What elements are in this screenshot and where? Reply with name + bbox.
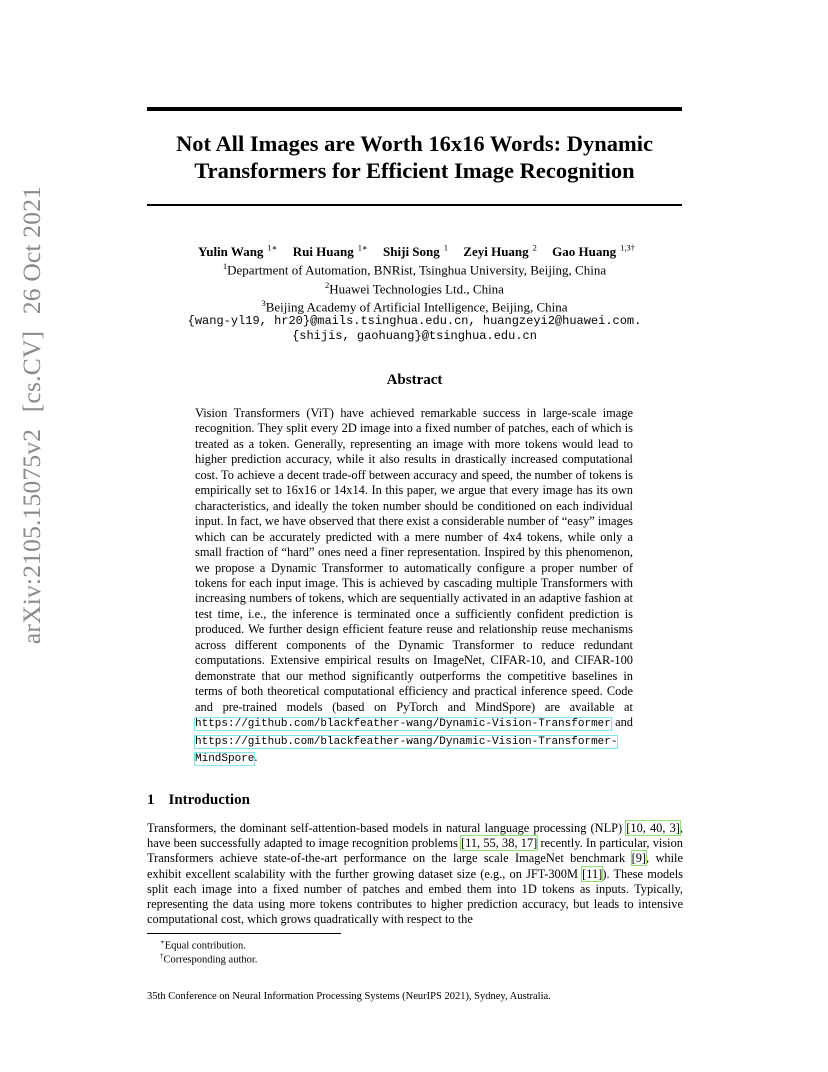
abstract-body: Vision Transformers (ViT) have achieved remarkable success in large-scale image recognition. They split every 2D image into a fixed number of patches, each of which is treated as a token. Generally, representing an image with more tokens would lead to higher prediction accuracy, while it also results in drastically increased computational cost. To achieve a decent trade-off between accuracy and speed, the number of tokens is empirically set to 16x16 or 14x14. In this paper, we argue that every image has its own characteristics, and ideally the token number should be conditioned on each individual input. In fact, we have observed that there exist a considerable number of “easy” images which can be accurately predicted with a mere number of 4x4 tokens, while only a small fraction of “hard” ones need a finer representation. Inspired by this phenomenon, we propose a Dynamic Transformer to automatically configure a proper number of tokens for each input image. This is achieved by cascading multiple Transformers with increasing numbers of tokens, which are sequentially activated in an adaptive fashion at test time, i.e., the inference is terminated once a sufficiently confident prediction is produced. We further design efficient feature reuse and relationship reuse mechanisms across different components of the Dynamic Transformer to reduce redundant computations. Extensive empirical results on ImageNet, CIFAR-10, and CIFAR-100 demonstrate that our method significantly outperforms the competitive baselines in terms of both theoretical computational efficiency and practical inference speed. Code and pre-trained models (based on PyTorch and MindSpore) are available at https://github.com/blackfeather-wang/Dynamic-Vision-Transformer and https://github.com/blackfeather-wang/Dynamic-Vision-Transformer-MindSpore. [195, 406, 633, 765]
paper-title: Not All Images are Worth 16x16 Words: Dynamic Transformers for Efficient Image Recognition [176, 131, 653, 183]
section-number: 1 [147, 792, 155, 808]
arxiv-id: arXiv:2105.15075v2 [17, 428, 46, 645]
title-bottom-rule [147, 204, 682, 206]
intro-paragraph: Transformers, the dominant self-attention-based models in natural language processing (NLP) [10, 40, 3], have been successfully adapted to image recognition problems [11, 55, 38, 17] recently. In particular, vision Transformers achieve state-of-the-art performance on the large scale ImageNet benchmark [9], while exhibit excellent scalability with the further growing dataset size (e.g., on JFT-300M [11]). These models split each image into a fixed number of patches and embed them into 1D tokens as inputs. Typically, representing the data using more tokens contributes to higher prediction accuracy, but leads to intensive computational cost, which grows quadratically with respect to the [147, 821, 683, 927]
abstract-text: Vision Transformers (ViT) have achieved remarkable success in large-scale image recognition. They split every 2D image into a fixed number of patches, each of which is treated as a token. Generally, representing an image with more tokens would lead to higher prediction accuracy, while it also results in drastically increased computational cost. To achieve a decent trade-off between accuracy and speed, the number of tokens is empirically set to 16x16 or 14x14. In this paper, we argue that every image has its own characteristics, and ideally the token number should be conditioned on each individual input. In fact, we have observed that there exist a considerable number of “easy” images which can be accurately predicted with a mere number of 4x4 tokens, while only a small fraction of “hard” ones need a finer representation. Inspired by this phenomenon, we propose a Dynamic Transformer to automatically configure a proper number of tokens for each input image. This is achieved by cascading multiple Transformers with increasing numbers of tokens, which are sequentially activated in an adaptive fashion at test time, i.e., the inference is terminated once a sufficiently confident prediction is produced. We further design efficient feature reuse and relationship reuse mechanisms across different components of the Dynamic Transformer to reduce redundant computations. Extensive empirical results on ImageNet, CIFAR-10, and CIFAR-100 demonstrate that our method significantly outperforms the competitive baselines in terms of both theoretical computational efficiency and practical inference speed. Code and pre-trained models (based on PyTorch and MindSpore) are available at [195, 406, 633, 714]
abstract-heading: Abstract [386, 372, 443, 388]
footnote: †Corresponding author. [160, 952, 258, 966]
mindspore-code-link[interactable]: https://github.com/blackfeather-wang/Dynamic-Vision-Transformer-MindSpore [195, 735, 618, 765]
affiliation: $^1$Department of Automation, BNRist, Tsinghua University, Beijing, China [222, 261, 607, 278]
citation-link[interactable]: [11] [582, 866, 603, 881]
author-names [147, 241, 682, 259]
author: Shiji Song $^1$ [383, 243, 449, 260]
arxiv-stamp [17, 155, 47, 675]
arxiv-category: [cs.CV] [17, 330, 46, 413]
email-line: {shijis, gaohuang}@tsinghua.edu.cn [292, 329, 537, 344]
footnote: ∗Equal contribution. [160, 938, 246, 952]
section-heading [147, 792, 250, 809]
section-title: Introduction [168, 792, 250, 808]
arxiv-date: 26 Oct 2021 [17, 185, 46, 315]
code-link[interactable]: https://github.com/blackfeather-wang/Dynamic-Vision-Transformer [195, 718, 611, 731]
conference-note: 35th Conference on Neural Information Processing Systems (NeurIPS 2021), Sydney, Australia. [147, 991, 551, 1002]
citation-link[interactable]: [9] [631, 851, 647, 866]
author: Zeyi Huang $^2$ [463, 243, 537, 260]
author: Rui Huang $^{1∗}$ [292, 243, 368, 260]
author: Gao Huang $^{1,3\dagger}$ [552, 243, 635, 260]
affiliation: $^3$Beijing Academy of Artificial Intelligence, Beijing, China [261, 297, 568, 315]
email-line: {wang-yl19, hr20}@mails.tsinghua.edu.cn, huangzeyi2@huawei.com. [187, 314, 642, 329]
footnote-rule [147, 933, 341, 934]
abstract-and: and [615, 715, 633, 730]
title-top-rule [147, 107, 682, 111]
author: Yulin Wang $^{1∗}$ [198, 243, 278, 260]
citation-link[interactable]: [10, 40, 3] [626, 821, 680, 835]
author-block [147, 241, 682, 344]
affiliation: $^2$Huawei Technologies Ltd., China [325, 279, 504, 296]
citation-link[interactable]: [11, 55, 38, 17] [461, 836, 538, 851]
